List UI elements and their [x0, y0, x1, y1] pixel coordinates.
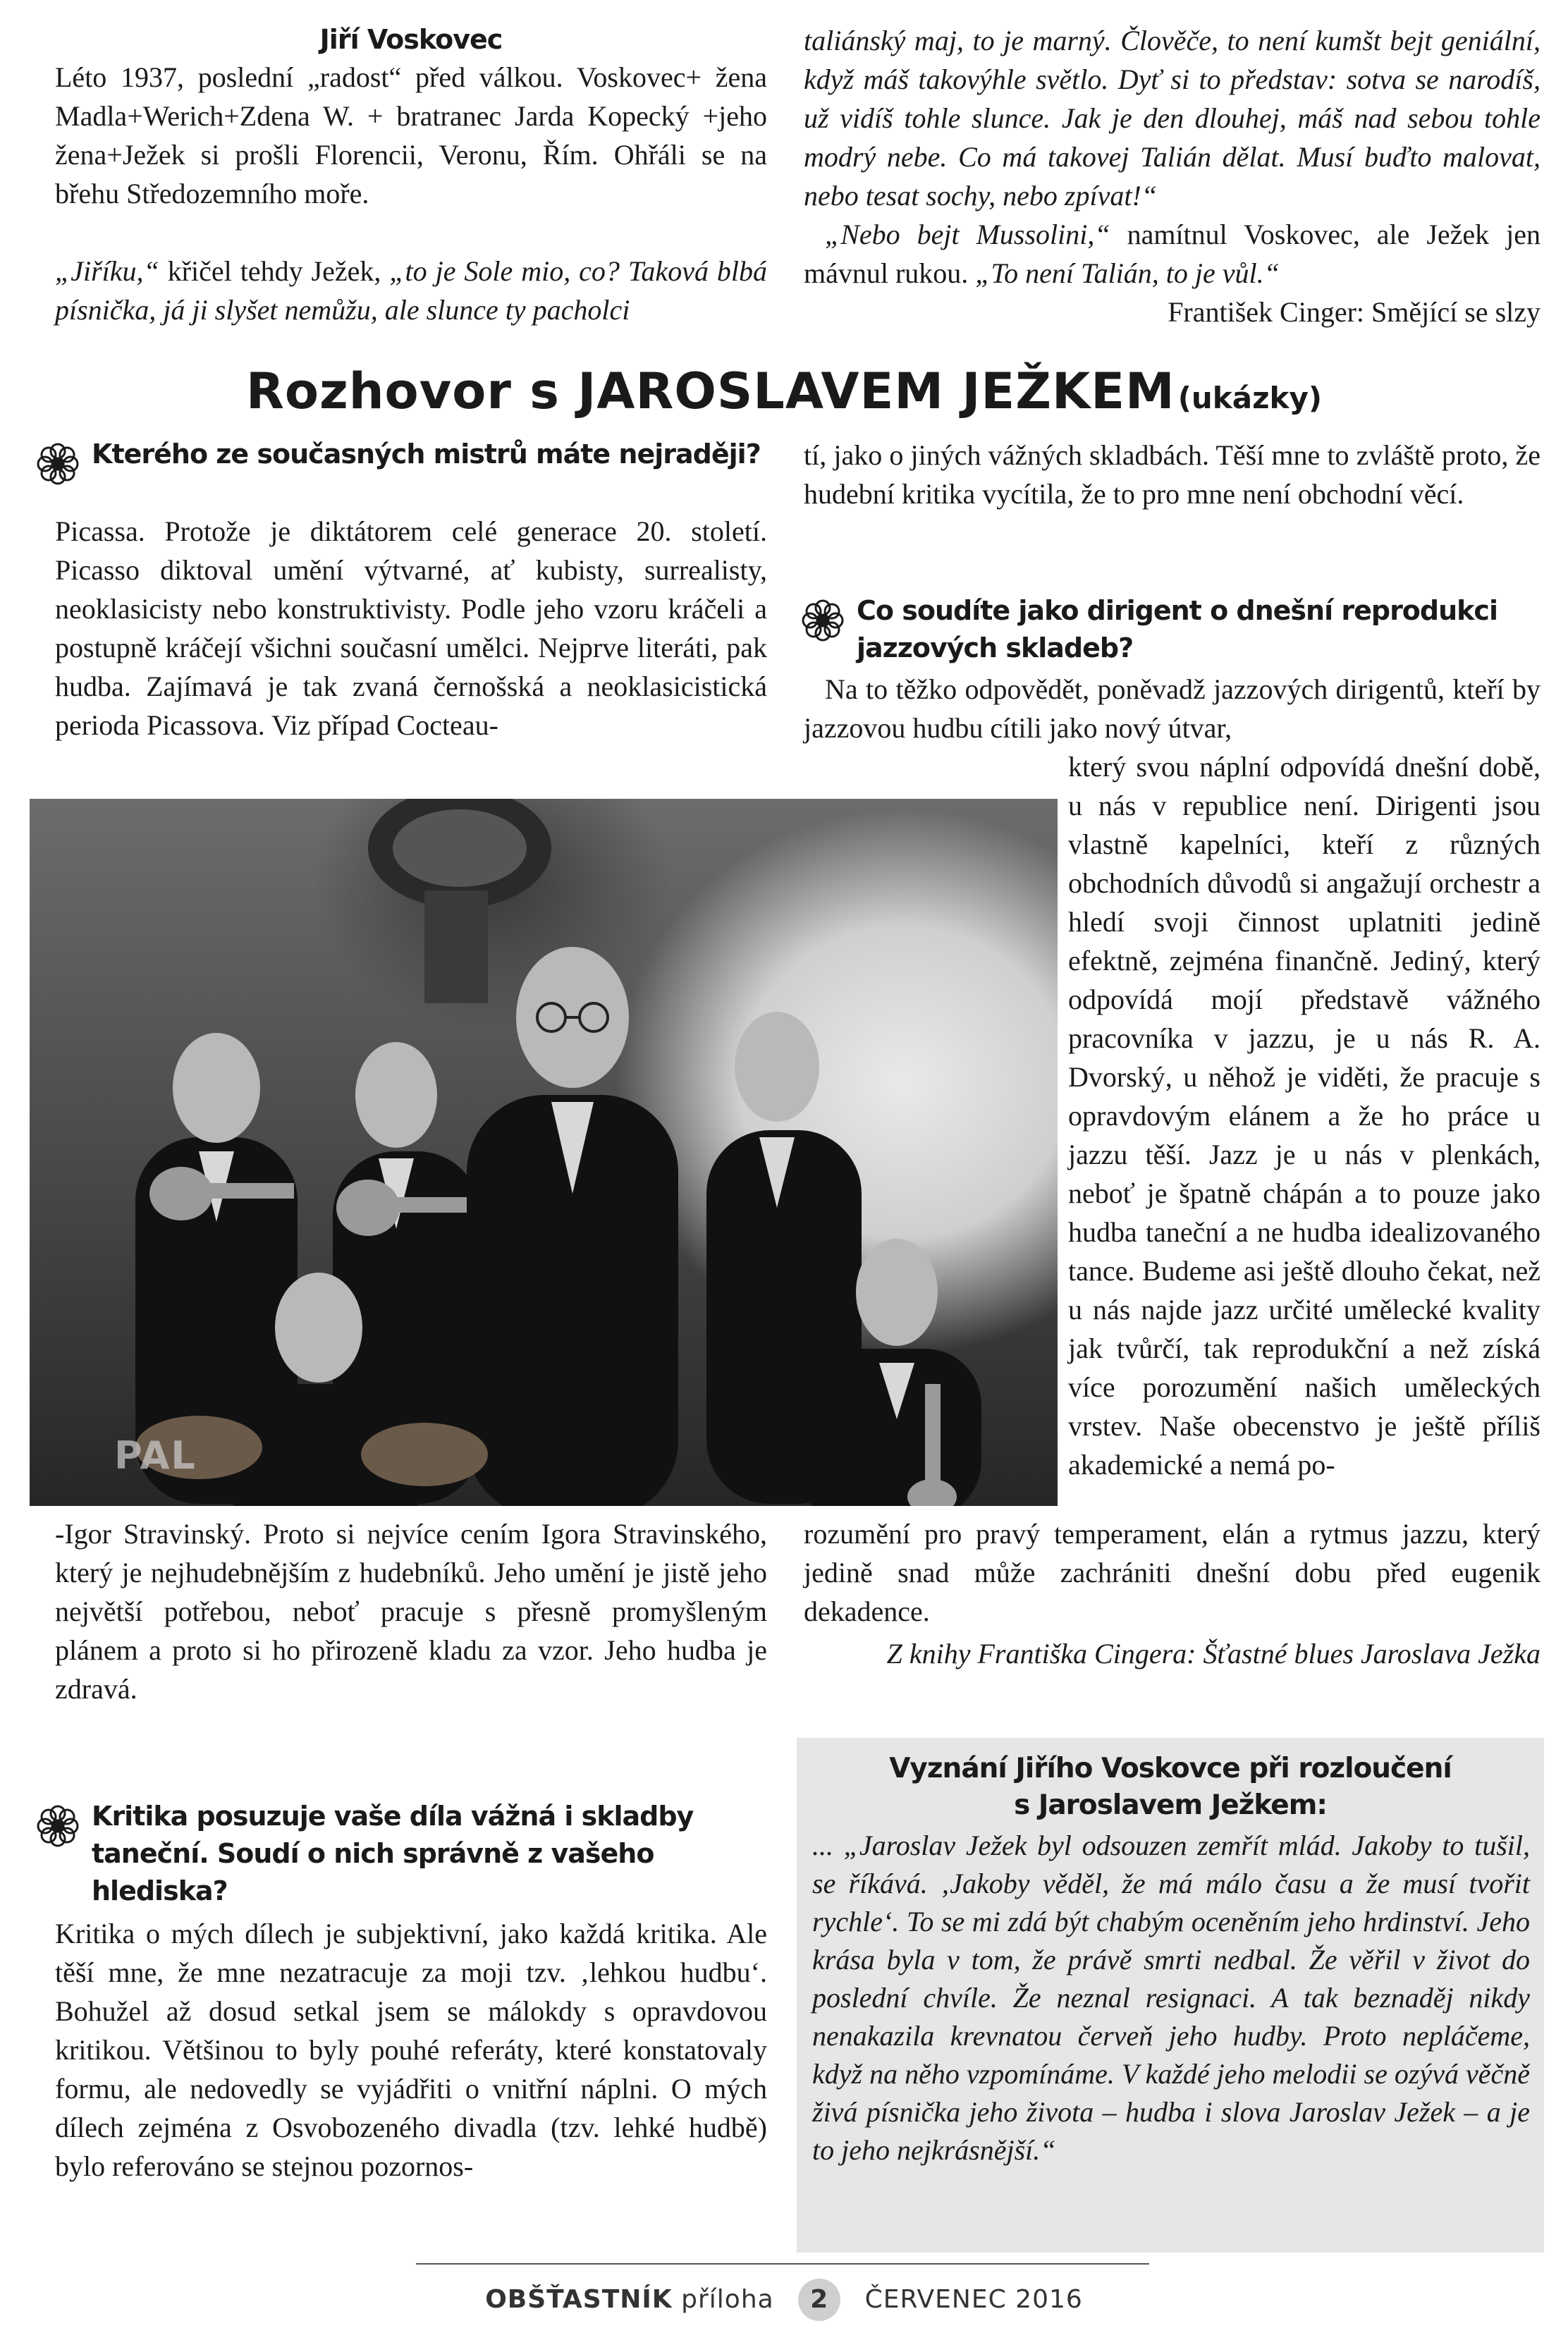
- quote-sole-mio: „to je Sole mio, co? Taková blbá písnička, já ji slyšet nemůžu, ale slunce ty pacholci: [55, 255, 767, 326]
- flower-icon: [800, 598, 845, 643]
- answer-1-part2: -Igor Stravinský. Proto si nejvíce cením Igora Stravinského, který je nejhudebnějším z hudebníků. Jeho umění je jistě jeho největší potřebou, neboť pracuje s přesně promyšleným plánem a proto si ho přirozeně kladu za vzor. Jeho hudba je zdravá.: [55, 1518, 767, 1705]
- question-1-text: Kterého ze současných mistrů máte nejraději?: [92, 439, 761, 470]
- footer: [0, 2279, 1568, 2321]
- footer-date: ČERVENEC 2016: [864, 2285, 1083, 2314]
- quote-jiriku: „Jiříku,“: [55, 255, 159, 287]
- answer-3-full-width: Na to těžko odpovědět, poněvadž jazzových dirigentů, kteří by jazzovou hudbu cítili jako nový útvar,: [804, 673, 1541, 744]
- answer-3-tail: rozumění pro pravý temperament, elán a rytmus jazzu, který jedině snad může zachrániti dnešní dobu před eugenik dekadence.: [804, 1518, 1541, 1627]
- answer-1-part1: Picassa. Protože je diktátorem celé generace 20. století. Picasso diktoval umění výtvarné, ať kubisty, surrealisty, neoklasicisty nebo konstruktivisty. Podle jeho vzoru kráčeli a postupně kráčejí všichni současní umělci. Nejprve literáti, pak hudba. Zajímavá je tak zvaná černošská a neoklasicistická perioda Picassova. Viz případ Cocteau-: [55, 515, 767, 741]
- section-heading-voskovec: Jiří Voskovec: [319, 24, 503, 55]
- farewell-heading-2: s Jaroslavem Ježkem:: [1014, 1789, 1327, 1821]
- voskovec-story-para3: [804, 215, 1541, 293]
- footer-publication: OBŠŤASTNÍK: [485, 2285, 673, 2314]
- band-photo-illustration: [30, 799, 1058, 1506]
- quote-talian: „To není Talián, to je vůl.“: [975, 257, 1280, 289]
- farewell-text: ... „Jaroslav Ježek byl odsouzen zemřít mlád. Jakoby to tušil, se říkává. ‚Jakoby věděl, že má málo času a že musí tvořit rychle‘. To se mi zdá být chabým oceněním jeho hrdinství. Jeho krása byla v tom, že právě smrti nedbal. Že věřil v život do poslední chvíle. Že neznal resignaci. A tak beznaděj nikdy nenakazila krevnatou červeň jeho hudby. Proto nepláčeme, když na něho vzpomínáme. V každé jeho melodii se ozývá věčně živá písnička jeho života – hudba i slova Jaroslav Ježek – a je to jeho nejkrásnější.“: [812, 1830, 1530, 2166]
- flower-icon: [35, 441, 80, 486]
- title-main: Rozhovor s JAROSLAVEM JEŽKEM: [245, 362, 1175, 420]
- answer-3-wrap: který: [1068, 751, 1127, 783]
- answer-3-narrow-column: [1068, 747, 1541, 1484]
- question-2-text: Kritika posuzuje vaše díla vážná i skladby taneční. Soudí o nich správně z vašeho hlediska?: [92, 1801, 694, 1906]
- voskovec-story-para2: [55, 252, 767, 329]
- source-stastne-blues: Z knihy Františka Cingera: Šťastné blues Jaroslava Ježka: [886, 1638, 1541, 1670]
- question-1: [35, 436, 776, 513]
- quote-continuation: taliánský maj, to je marný. Člověče, to není kumšt bejt geniální, když máš takovýhle světlo. Dyť si to představ: sotva se narodíš, už vidíš tohle slunce. Jak je den dlouhej, máš nad sebou tohle modrý nebe. Co má takovej Talián dělat. Musí buďto malovat, nebo tesat sochy, nebo zpívat!“: [804, 25, 1541, 212]
- flower-icon: [35, 1803, 80, 1849]
- question-3-text: Co soudíte jako dirigent o dnešní reprodukci jazzových skladeb?: [857, 595, 1497, 663]
- narration: křičel tehdy Ježek,: [159, 255, 390, 287]
- page-number: 2: [798, 2279, 840, 2321]
- farewell-box: [797, 1738, 1544, 2253]
- question-2: [35, 1798, 776, 1911]
- quote-mussolini: „Nebo bejt Mussolini,“: [825, 219, 1110, 250]
- footer-label: příloha: [681, 2285, 774, 2314]
- article-title: [0, 360, 1568, 437]
- answer-2-part2: tí, jako o jiných vážných skladbách. Těší mne to zvláště proto, že hudební kritika vycítila, že to pro mne není obchodní věcí.: [804, 439, 1541, 510]
- voskovec-story-left: [55, 21, 767, 329]
- narration: namítnul Voskovec, ale Ježek jen mávnul rukou.: [804, 219, 1541, 289]
- answer-3-narrow-text: svou náplní odpovídá dnešní době, u nás v republice není. Dirigenti jsou vlastně kapelníci, kteří z různých obchodních důvodů si angažují orchestr a hledí svoji činnost uplatniti jedině efektně, zejména finančně. Jediný, který odpovídá mojí představě vážného pracovníka v jazzu, je u nás R. A. Dvorský, u něhož je viděti, že pracuje s opravdovým elánem a že ho práce u jazzu těší. Jazz je u nás v plenkách, neboť je špatně chápán a to pouze jako hudba taneční a ne hudba idealizovaného tance. Budeme asi ještě dlouho čekat, než u nás najde jazz určité umělecké kvality jak tvůrčí, tak reprodukční a než získá více porozumění našich uměleckých vrstev. Naše obecenstvo je ještě příliš akademické a nemá po-: [1068, 751, 1541, 1481]
- photo-watermark: PAL: [114, 1433, 197, 1478]
- band-photo: [30, 799, 1058, 1506]
- source-smejici-se-slzy: František Cinger: Smějící se slzy: [1168, 296, 1541, 328]
- farewell-heading-1: Vyznání Jiřího Voskovce při rozloučení: [889, 1753, 1452, 1784]
- title-sub: (ukázky): [1177, 381, 1323, 415]
- answer-2-part1: Kritika o mých dílech je subjektivní, jako každá kritika. Ale těší mne, že mne nezatracuje za moji tzv. ‚lehkou hudbu‘. Bohužel až dosud setkal jsem se málokdy s opravdovou kritikou. Většinou to byly pouhé referáty, které konstatovaly formu, ale nedovedly se vyjádřiti o vnitřní náplni. O mých dílech zejména z Osvobozeného divadla (tzv. lehké hudbě) bylo referováno se stejnou pozornos-: [55, 1918, 767, 2182]
- question-3: [800, 592, 1541, 670]
- voskovec-story-para1: Léto 1937, poslední „radost“ před válkou. Voskovec+ žena Madla+Werich+Zdena W. + bratranec Jarda Kopecký +jeho žena+Ježek si prošli Florencii, Veronu, Řím. Ohřáli se na břehu Středozemního moře.: [55, 61, 767, 209]
- footer-rule: [416, 2263, 1149, 2265]
- voskovec-story-right: [804, 21, 1541, 331]
